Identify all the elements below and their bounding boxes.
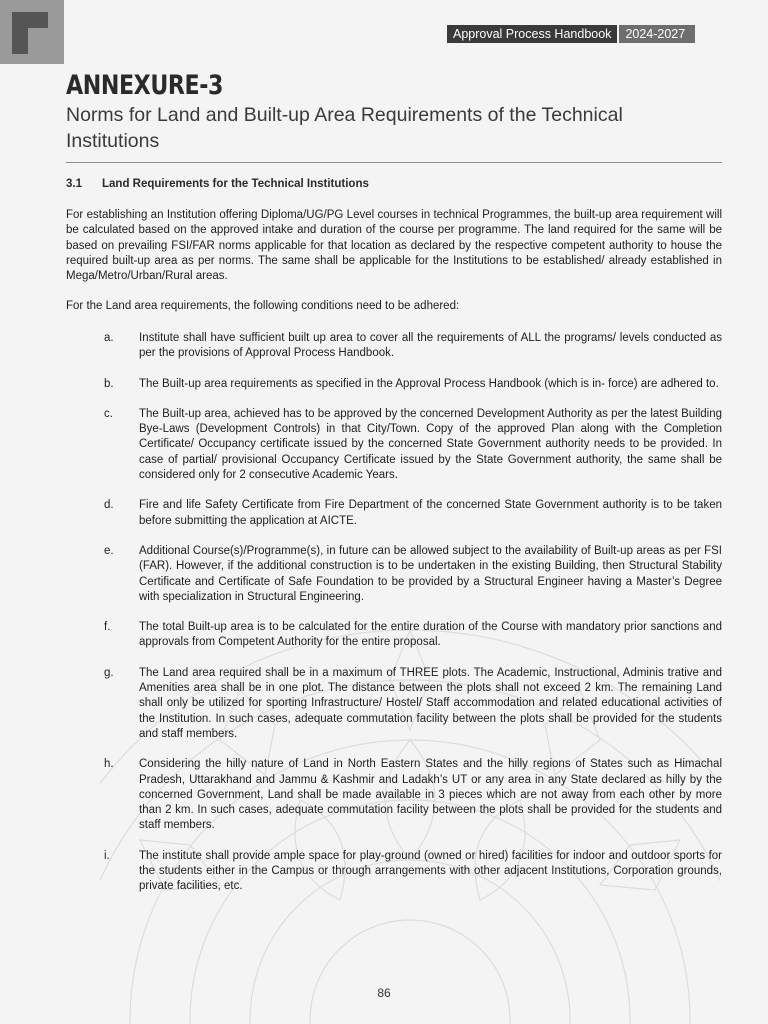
list-item <box>66 849 722 895</box>
item-text: Institute shall have sufficient built up area to cover all the requirements of ALL the programs/ levels conducted as per the provisions of Approval Process Handbook. <box>139 332 722 360</box>
item-text: Additional Course(s)/Programme(s), in future can be allowed subject to the availability of Built-up areas as per FSI (FAR). However, if the additional construction is to be undertaken in the existing Building, then Structural Stability Certificate and Certificate of Safe Foundation to be provided by a Structural Engineer having a Master’s Degree with specialization in Structural Engineering. <box>139 544 722 603</box>
list-item <box>66 620 722 651</box>
list-item <box>66 377 722 392</box>
item-letter: c. <box>104 407 113 420</box>
item-letter: d. <box>104 499 114 512</box>
item-text: Considering the hilly nature of Land in North Eastern States and the hilly regions of States such as Himachal Pradesh, Uttarakhand and Jammu & Kashmir and Ladakh’s UT or any area in any State declared as hilly by the concerned Government, Land shall be made available in 3 pieces which are not away from each other by more than 2 km. In such cases, adequate commutation facility between the plots shall be provided for the students and staff members. <box>139 758 722 832</box>
item-letter: h. <box>104 758 114 771</box>
title-divider <box>66 162 722 163</box>
item-text: The total Built-up area is to be calculated for the entire duration of the Course with mandatory prior sanctions and approvals from Competent Authority for the entire proposal. <box>139 621 722 649</box>
list-item <box>66 666 722 742</box>
item-letter: b. <box>104 377 114 390</box>
conditions-intro: For the Land area requirements, the following conditions need to be adhered: <box>66 300 460 312</box>
item-letter: g. <box>104 666 114 679</box>
list-item <box>66 544 722 605</box>
section-heading <box>66 178 369 190</box>
section-title: Land Requirements for the Technical Institutions <box>102 178 369 190</box>
intro-paragraph: For establishing an Institution offering Diploma/UG/PG Level courses in technical Programmes, the built-up area requirement will be calculated based on the approved intake and duration of the course per programme. The land required for the same will be based on prevailing FSI/FAR norms applicable for that location as declared by the respective competent authority to house the required built-up area as per norms. The same shall be applicable for the Institutions to be established/ already established in Mega/Metro/Urban/Rural areas. <box>66 209 722 283</box>
item-text: The institute shall provide ample space for play-ground (owned or hired) facilities for indoor and outdoor sports for the students either in the Campus or through arrangements with other adjacent Institutions, Corporation grounds, private facilities, etc. <box>139 849 722 893</box>
item-text: The Built-up area requirements as specified in the Approval Process Handbook (which is in- force) are adhered to. <box>139 377 719 390</box>
header-years: 2024-2027 <box>619 25 695 43</box>
annexure-label: ANNEXURE-3 <box>66 70 224 101</box>
conditions-list <box>66 331 722 895</box>
item-text: The Land area required shall be in a maximum of THREE plots. The Academic, Instructional, Adminis trative and Amenities area shall be in one plot. The distance between the plots shall not exceed 2 km. The remaining Land shall only be utilized for sporting Infrastructure/ Hostel/ Staff accommodation and related educational activities of the Institution. In such cases, adequate commutation facility between the plots shall be provided for the students and staff members. <box>139 666 722 740</box>
list-item <box>66 498 722 529</box>
item-letter: f. <box>104 621 111 634</box>
header-title: Approval Process Handbook <box>447 25 617 43</box>
item-text: The Built-up area, achieved has to be approved by the concerned Development Authority as per the latest Building Bye-Laws (Development Controls) in that City/Town. Copy of the approved Plan along with the Completion Certificate/ Occupancy certificate issued by the concerned State Government authority needs to be provided. In case of partial/ provisional Occupancy Certificate issued by the State Government authority, the same shall be considered only for 2 consecutive Academic Years. <box>139 407 722 482</box>
page-number: 86 <box>377 986 391 1000</box>
item-text: Fire and life Safety Certificate from Fire Department of the concerned State Government authority is to be taken before submitting the application at AICTE. <box>139 499 722 527</box>
item-letter: e. <box>104 544 114 557</box>
item-letter: i. <box>104 849 110 862</box>
item-letter: a. <box>104 332 114 344</box>
corner-decoration <box>0 0 64 64</box>
running-header <box>447 25 695 43</box>
list-item <box>66 331 722 362</box>
annexure-title: Norms for Land and Built-up Area Requirements of the Technical Institutions <box>66 104 623 152</box>
list-item <box>66 407 722 483</box>
section-number: 3.1 <box>66 178 82 190</box>
list-item <box>66 757 722 833</box>
